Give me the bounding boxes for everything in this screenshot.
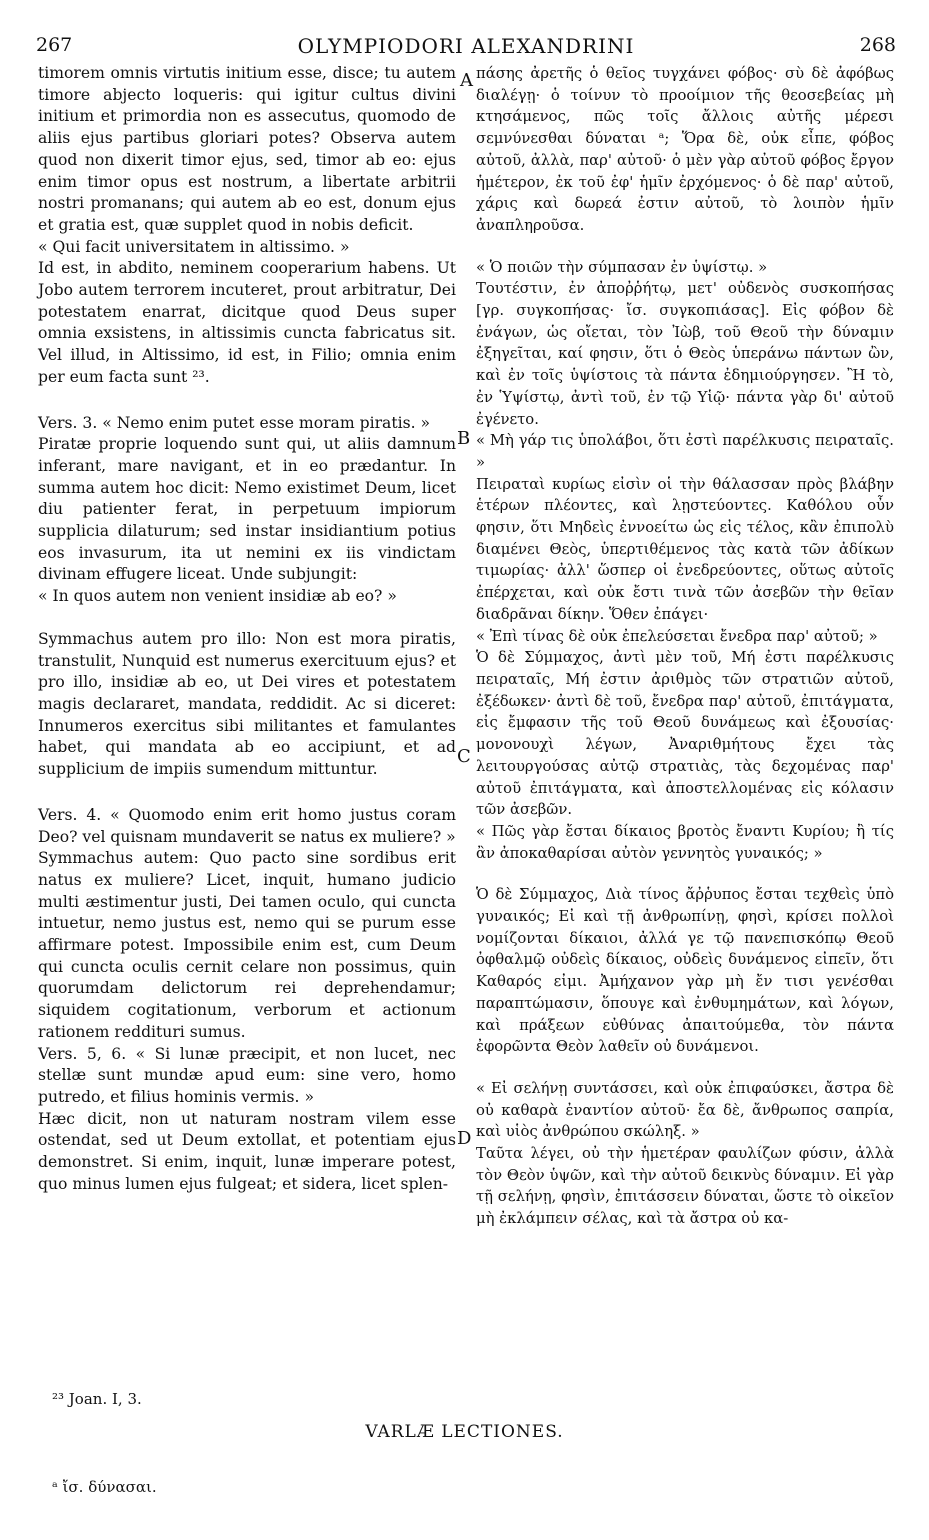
- page-number-right: 268: [859, 34, 896, 56]
- paragraph: Ταῦτα λέγει, οὐ τὴν ἡμετέραν φαυλίζων φύσιν, ἀλλὰ τὸν Θεὸν ὑψῶν, καὶ τὴν αὐτοῦ δεικνὺς δύναμιν. Εἰ γὰρ τῇ σελήνῃ, φησὶν, ἐπιτάσσειν δύναται, ὥστε τὸ οἰκεῖον μὴ ἐκλάμπειν σέλας, καὶ τὰ ἄστρα οὐ κα-: [476, 1145, 894, 1228]
- paragraph: Piratæ proprie loquendo sunt qui, ut aliis damnum inferant, mare navigant, et in eo prædantur. In summa autem hoc dicit: Nemo existimet Deum, licet diu patienter ferat, in perpetuum impiorum supplicia dilaturum; sed instar insidiantium potius eos invasurum, ita ut nemini ex iis vindictam divinam effugere liceat. Unde subjungit:: [38, 435, 456, 584]
- paragraph: Id est, in abdito, neminem cooperarium habens. Ut Jobo autem terrorem incuteret, prout arbitratur, Dei potestatem enarrat, dicitque quod Deus super omnia exsistens, in altissimis cuncta fabricatus sit. Vel illud, in Altissimo, id est, in Filio; omnia enim per eum facta sunt ²³.: [38, 259, 456, 386]
- running-title: OLYMPIODORI ALEXANDRINI: [297, 34, 635, 58]
- page-number-left: 267: [36, 34, 73, 56]
- variant-reading-note: ᵃ ἴσ. δύνασαι.: [52, 1478, 157, 1496]
- paragraph: πάσης ἀρετῆς ὁ θεῖος τυγχάνει φόβος· σὺ δὲ ἀφόβως διαλέγῃ· ὁ τοίνυν τὸ προοίμιον τῆς θεοσεβείας μὴ κτησάμενος, πῶς τοῖς ἄλλοις αὐτῆς μέρεσι σεμνύνεσθαι δύναται ᵃ; Ὅρα δὲ, οὐκ εἶπε, φόβος αὐτοῦ, ἀλλὰ, παρ' αὐτοῦ· ὁ μὲν γὰρ αὐτοῦ φόβος ἔργον ἡμέτερον, ἐκ τοῦ ἐφ' ἡμῖν ἐρχόμενος· ὁ δὲ παρ' αὐτοῦ, χάρις καὶ δωρεά ἐστιν αὐτοῦ, τὸ λοιπὸν ἡμῖν ἀναπληροῦσα.: [476, 65, 894, 234]
- paragraph: Hæc dicit, non ut naturam nostram vilem esse ostendat, sed ut Deum extollat, et potentiam ejus demonstret. Si enim, inquit, lunæ imperare potest, quo minus lumen ejus fulgeat; et sidera, licet splen-: [38, 1109, 456, 1193]
- verse-quote: « Qui facit universitatem in altissimo. »: [38, 237, 350, 256]
- footnote: ²³ Joan. I, 3.: [52, 1390, 142, 1408]
- verse-heading: Vers. 5, 6. « Si lunæ præcipit, et non lucet, nec stellæ sunt mundæ apud eum: sine vero, homo putredo, et filius hominis vermis. »: [38, 1044, 456, 1106]
- paragraph: Τουτέστιν, ἐν ἀποῤῥήτῳ, μετ' οὐδενὸς συσκοπήσας [γρ. συγκοπήσας· ἴσ. συγκοπιάσας]. Εἰς φόβον δὲ ἐνάγων, ὡς οἴεται, τὸν Ἰὼβ, τοῦ Θεοῦ τὴν δύναμιν ἐξηγεῖται, καί φησιν, ὅτι ὁ Θεὸς ὑπεράνω πάντων ὢν, καὶ ἐν τοῖς ὑψίστοις τὰ πάντα ἐδημιούργησεν. Ἢ τὸ, ἐν Ὑψίστῳ, ἀντὶ τοῦ, ἐν τῷ Υἱῷ· πάντα γὰρ δι' αὐτοῦ ἐγένετο.: [476, 280, 894, 428]
- margin-letter-d: D: [457, 1128, 472, 1149]
- paragraph: Πειραταὶ κυρίως εἰσὶν οἱ τὴν θάλασσαν πρὸς βλάβην ἑτέρων πλέοντες, καὶ λῃστεύοντες. Καθόλου οὖν φησιν, ὅτι Μηδεὶς ἐννοείτω ὡς εἰς τέλος, κἂν ἐπιπολὺ διαμένει Θεὸς, ὑπερτιθέμενος τὰς κατὰ τῶν ἀδίκων τιμωρίας· ἀλλ' ὥσπερ οἱ ἐνεδρεύοντες, οὕτως αὐτοῖς ἐπέρχεται, καὶ οὐκ ἔστι τινὰ τῶν ἀσεβῶν τὴν θεῖαν διαδρᾶναι δίκην. Ὅθεν ἐπάγει·: [476, 475, 894, 623]
- paragraph: timorem omnis virtutis initium esse, disce; tu autem timore abjecto loqueris: qui igitur cultus divini initium et primordia non es assecutus, quomodo de aliis ejus partibus gloriari potes? Observa autem quod non dixerit timor ejus, sed, timor ab eo: ejus enim timor opus est nostrum, a libertate arbitrii nostri promanans; qui autem ab eo est, donum ejus et gratia est, quæ supplet quod in nobis deficit.: [38, 64, 456, 234]
- margin-letter-c: C: [457, 746, 471, 767]
- verse-quote: « Μὴ γάρ τις ὑπολάβοι, ὅτι ἐστὶ παρέλκυσις πειραταῖς. »: [476, 432, 894, 471]
- verse-quote: « Ὁ ποιῶν τὴν σύμπασαν ἐν ὑψίστῳ. »: [476, 258, 768, 276]
- paragraph: Symmachus autem: Quo pacto sine sordibus erit natus ex muliere? Licet, inquit, humano judicio multi æstimentur justi, Dei tamen oculo, qui cuncta intuetur, nemo justus est, nemo qui se purum esse affirmare potest. Impossibile enim est, cum Deum qui cuncta oculis cernit celare non possimus, quin quorumdam delictorum rei deprehendamur; siquidem cogitationum, verborum et actionum rationem reddituri sumus.: [38, 849, 456, 1041]
- verse-heading: Vers. 3. « Nemo enim putet esse moram piratis. »: [38, 413, 431, 432]
- page-header: [36, 34, 896, 64]
- verse-quote: « Εἰ σελήνῃ συντάσσει, καὶ οὐκ ἐπιφαύσκει, ἄστρα δὲ οὐ καθαρὰ ἐναντίον αὐτοῦ· ἔα δὲ, ἄνθρωπος σαπρία, καὶ υἱὸς ἀνθρώπου σκώληξ. »: [476, 1079, 894, 1141]
- paragraph: Ὁ δὲ Σύμμαχος, Διὰ τίνος ἄῤῥυπος ἔσται τεχθεὶς ὑπὸ γυναικός; Εἰ καὶ τῇ ἀνθρωπίνῃ, φησὶ, κρίσει πολλοὶ νομίζονται δίκαιοι, ἀλλά γε τῷ πανεπισκόπῳ Θεοῦ ὀφθαλμῷ οὐδεὶς δίκαιος, οὐδεὶς δυνάμενος εἰπεῖν, ὅτι Καθαρός εἰμι. Ἀμήχανον γὰρ μὴ ἔν τισι γενέσθαι παραπτώμασιν, ὅπουγε καὶ ἐνθυμημάτων, καὶ λόγων, καὶ πράξεων εὐθύνας ἀπαιτούμεθα, τὸν πάντα ἐφορῶντα Θεὸν λαθεῖν οὐ δυνάμενοι.: [476, 886, 894, 1056]
- verse-quote: « Ἐπὶ τίνας δὲ οὐκ ἐπελεύσεται ἔνεδρα παρ' αὐτοῦ; »: [476, 627, 878, 645]
- verse-quote: « Πῶς γὰρ ἔσται δίκαιος βροτὸς ἔναντι Κυρίου; ἢ τίς ἂν ἀποκαθαρίσαι αὐτὸν γεννητὸς γυναικός; »: [476, 822, 894, 862]
- paragraph: Symmachus autem pro illo: Non est mora piratis, transtulit, Nunquid est numerus exercituum ejus? et pro illo, insidiæ ab eo, ut Dei vires et potestatem magis declararet, mandata, reddidit. Ac si diceret: Innumeros exercitus sibi militantes et famulantes habet, qui mandata ab eo accipiunt, et ad supplicium de impiis sumendum mittuntur.: [38, 629, 456, 779]
- paragraph: Ὁ δὲ Σύμμαχος, ἀντὶ μὲν τοῦ, Μή ἐστι παρέλκυσις πειραταῖς, Μή ἐστιν ἀριθμὸς τῶν στρατιῶν αὐτοῦ, ἐξέδωκεν· ἀντὶ δὲ τοῦ, ἔνεδρα παρ' αὐτοῦ, ἐπιτάγματα, εἰς ἔμφασιν τῆς τοῦ Θεοῦ δυνάμεως καὶ ἐξουσίας· μονονουχὶ λέγων, Ἀναριθμήτους ἔχει τὰς λειτουργούσας αὐτῷ στρατιὰς, τὰς δεχομένας παρ' αὐτοῦ ἐπιτάγματα, καὶ ἀποστελλομένας εἰς κόλασιν τῶν ἀσεβῶν.: [476, 649, 894, 819]
- greek-column: [476, 63, 894, 1230]
- margin-letter-a: A: [460, 70, 473, 91]
- verse-heading: Vers. 4. « Quomodo enim erit homo justus coram Deo? vel quisnam mundaverit se natus ex muliere? »: [38, 805, 456, 846]
- variae-lectiones-heading: VARLÆ LECTIONES.: [365, 1422, 564, 1442]
- margin-letter-b: B: [457, 428, 471, 449]
- verse-quote: « In quos autem non venient insidiæ ab eo? »: [38, 587, 397, 606]
- latin-column: [38, 63, 456, 1195]
